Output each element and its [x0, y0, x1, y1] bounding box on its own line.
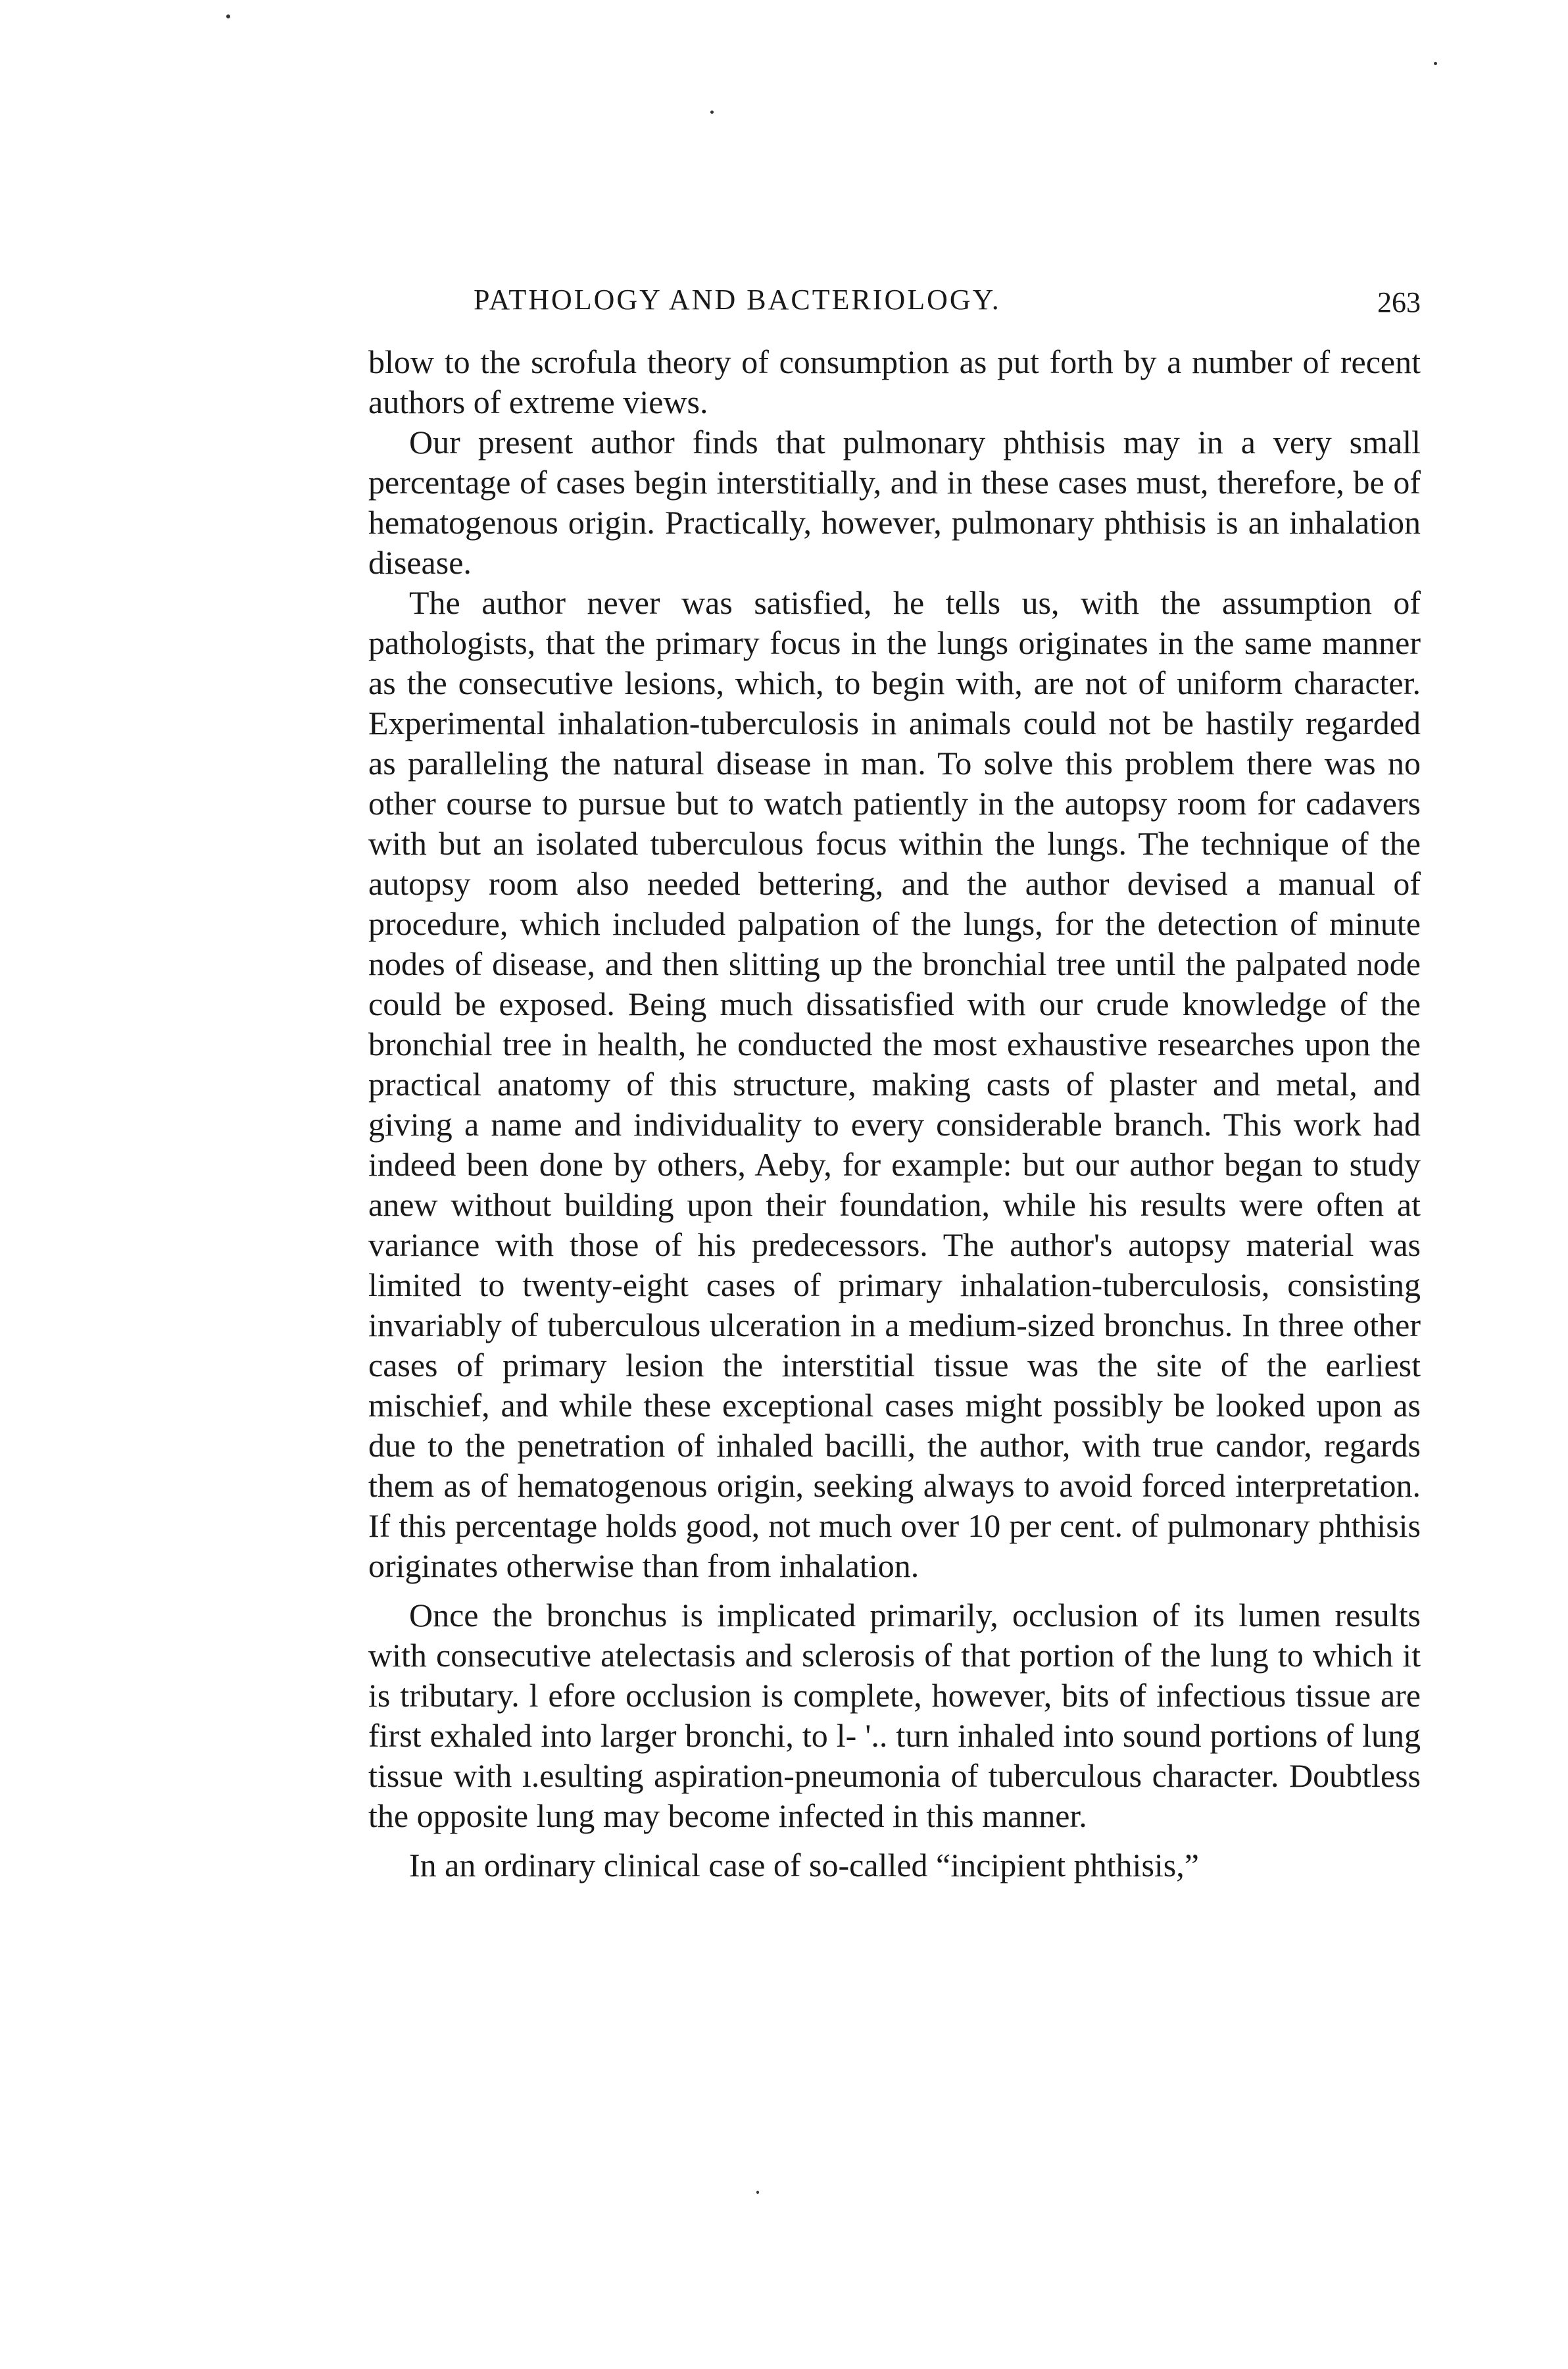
running-head: PATHOLOGY AND BACTERIOLOGY. — [474, 284, 1001, 316]
scan-speck — [756, 2191, 759, 2194]
paragraph-continuation: blow to the scrofula theory of consumption as put forth by a number of recent authors of extreme views. — [368, 343, 1421, 420]
scan-speck — [226, 14, 230, 18]
scan-speck — [710, 111, 714, 114]
paragraph: The author never was satisfied, he tells us, with the assumption of pathologists, that the primary focus in the lungs originates in the same manner as the consecutive lesions, which, to begin with, are not of uniform character. Experimental inhalation-tuberculosis in animals could not be hastily regarded as paralleling the natural disease in man. To solve this problem there was no other course to pursue but to watch patiently in the autopsy room for cadavers with but an isolated tuberculous focus within the lungs. The technique of the autopsy room also needed bettering, and the author devised a manual of procedure, which included palpation of the lungs, for the detection of minute nodes of disease, and then slitting up the bronchial tree until the palpated node could be exposed. Being much dissatisfied with our crude knowledge of the bronchial tree in health, he conducted the most exhaustive researches upon the practical anatomy of this structure, making casts of plaster and metal, and giving a name and individuality to every considerable branch. This work had indeed been done by others, Aeby, for example: but our author began to study anew without building upon their foundation, while his results were often at variance with those of his predecessors. The author's autopsy material was limited to twenty-eight cases of primary inhalation-tuberculosis, consisting invariably of tuberculous ulceration in a medium-sized bronchus. In three other cases of primary lesion the interstitial tissue was the site of the earliest mischief, and while these exceptional cases might possibly be looked upon as due to the penetration of inhaled bacilli, the author, with true candor, regards them as of hematogenous origin, seeking always to avoid forced interpretation. If this percentage holds good, not much over 10 per cent. of pulmonary phthisis originates otherwise than from inhalation. — [368, 584, 1421, 1584]
body-text — [368, 342, 1421, 1885]
paragraph: Our present author finds that pulmonary phthisis may in a very small percentage of cases begin interstitially, and in these cases must, therefore, be of hematogenous origin. Practically, however, pulmonary phthisis is an inhalation disease. — [368, 424, 1421, 581]
scan-speck — [1434, 62, 1437, 65]
paragraph: Once the bronchus is implicated primarily, occlusion of its lumen results with consecutive atelectasis and sclerosis of that portion of the lung to which it is tributary. l efore occlusion is complete, however, bits of infectious tissue are first exhaled into larger bronchi, to l- '.. turn inhaled into sound portions of lung tissue with ı.esulting aspiration-pneumonia of tuberculous character. Doubtless the opposite lung may become infected in this manner. — [368, 1597, 1421, 1834]
page-header — [474, 283, 1421, 329]
page-number: 263 — [1377, 286, 1421, 318]
paragraph: In an ordinary clinical case of so-called “incipient phthisis,” — [409, 1847, 1199, 1883]
